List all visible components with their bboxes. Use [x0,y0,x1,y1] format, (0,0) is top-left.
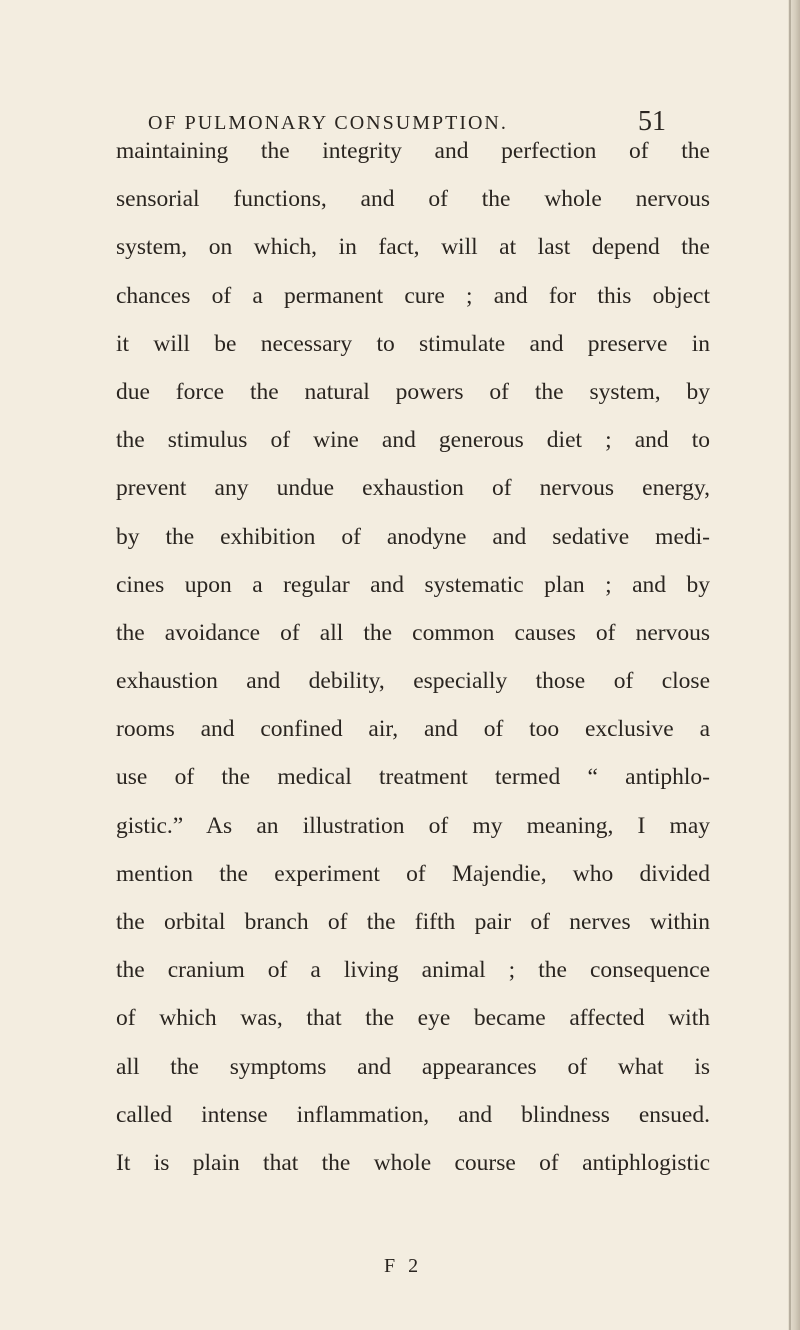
text-line: the avoidance of all the common causes of nervous [116,619,710,646]
body-text [116,127,710,1187]
text-line: maintaining the integrity and perfection of the [116,138,710,164]
text-line: the stimulus of wine and generous diet ; and to [116,427,710,454]
text-line: called intense inflammation, and blindness ensued. [116,1101,710,1128]
signature-mark: F 2 [384,1255,423,1277]
text-line: system, on which, in fact, will at last depend the [116,234,710,261]
text-line: mention the experiment of Majendie, who divided [116,860,710,887]
text-line: sensorial functions, and of the whole nervous [116,186,710,213]
text-line: all the symptoms and appearances of what is [116,1053,710,1080]
text-line: chances of a permanent cure ; and for this object [116,282,710,309]
text-line: by the exhibition of anodyne and sedative medi- [116,523,710,550]
text-line: gistic.” As an illustration of my meaning, I may [116,812,710,839]
text-line: it will be necessary to stimulate and preserve in [116,330,710,357]
text-line: It is plain that the whole course of antiphlogistic [116,1149,710,1176]
text-line: due force the natural powers of the system, by [116,378,710,405]
text-line: rooms and confined air, and of too exclusive a [116,716,710,743]
text-line: use of the medical treatment termed “ antiphlo- [116,764,710,791]
page-edge-line [789,0,791,1330]
text-line: the orbital branch of the fifth pair of nerves within [116,909,710,935]
text-line: exhaustion and debility, especially those of close [116,668,710,695]
page-number: 51 [638,106,666,137]
text-line: the cranium of a living animal ; the consequence [116,957,710,984]
running-head: OF PULMONARY CONSUMPTION. [148,112,508,134]
text-line: cines upon a regular and systematic plan ; and by [116,571,710,598]
text-line: of which was, that the eye became affected with [116,1005,710,1032]
text-line: prevent any undue exhaustion of nervous energy, [116,475,710,502]
